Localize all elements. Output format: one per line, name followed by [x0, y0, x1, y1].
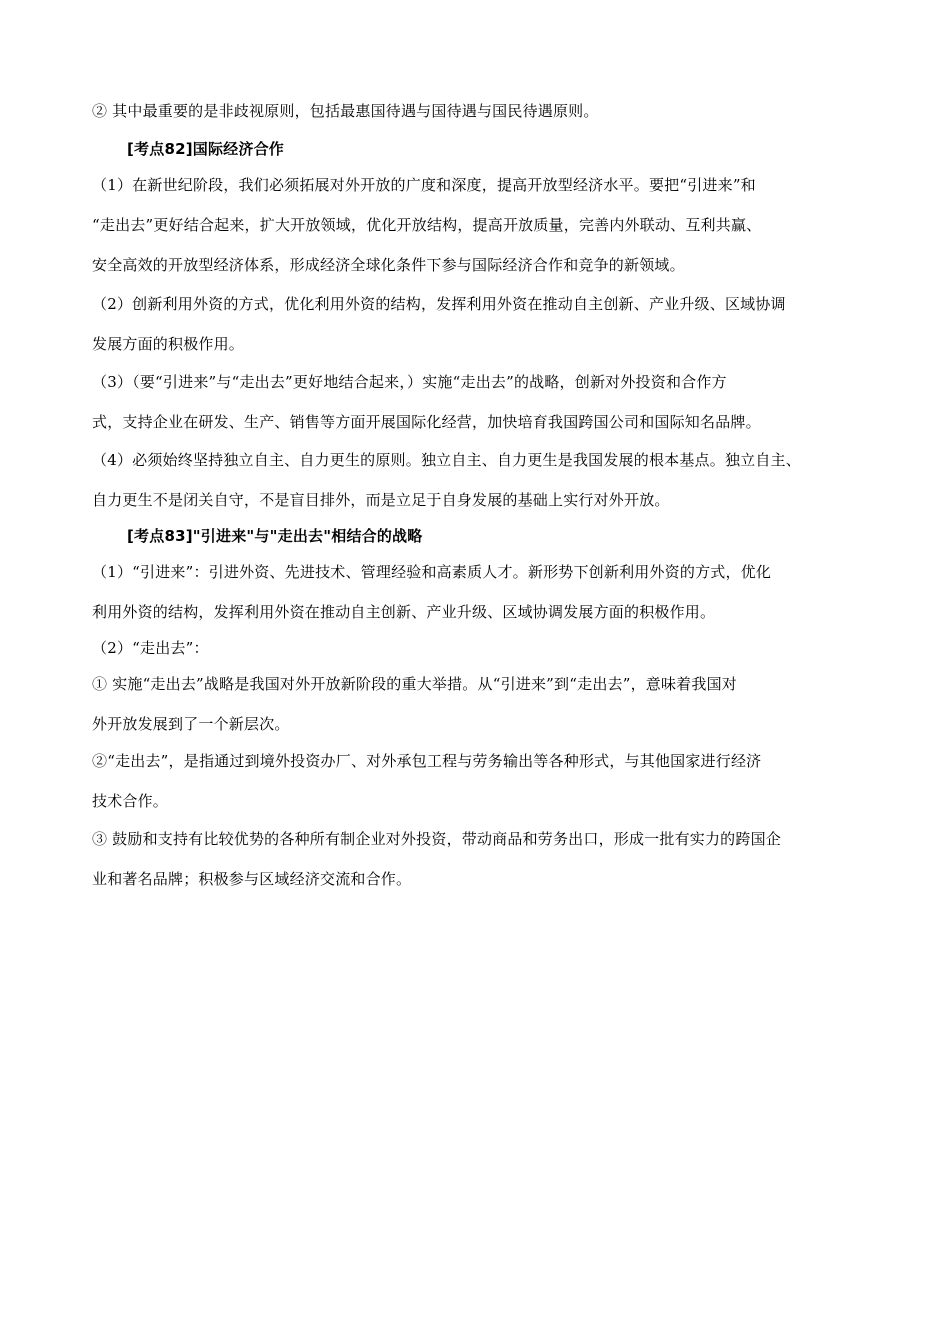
paragraph-line: （1）“引进来”：引进外资、先进技术、管理经验和高素质人才。新形势下创新利用外资的方式，优化	[92, 563, 772, 581]
paragraph-line: （2）“走出去”：	[92, 639, 209, 657]
paragraph-line: 安全高效的开放型经济体系，形成经济全球化条件下参与国际经济合作和竞争的新领域。	[92, 256, 685, 274]
principle-line: ② 其中最重要的是非歧视原则，包括最惠国待遇与国待遇与国民待遇原则。	[92, 102, 599, 120]
paragraph-line: 利用外资的结构，发挥利用外资在推动自主创新、产业升级、区域协调发展方面的积极作用。	[92, 603, 716, 621]
paragraph-line: （1）在新世纪阶段，我们必须拓展对外开放的广度和深度，提高开放型经济水平。要把“引进来”和	[92, 176, 756, 194]
paragraph-line: （2）创新利用外资的方式，优化利用外资的结构，发挥利用外资在推动自主创新、产业升级、区域协调	[92, 295, 786, 313]
paragraph-line: 外开放发展到了一个新层次。	[92, 715, 290, 733]
paragraph-line: 发展方面的积极作用。	[92, 335, 245, 353]
section-heading-82: [考点82]国际经济合作	[127, 140, 284, 158]
paragraph-line: （3）（要“引进来”与“走出去”更好地结合起来，）实施“走出去”的战略，创新对外投资和合作方	[92, 373, 727, 391]
paragraph-line: ① 实施“走出去”战略是我国对外开放新阶段的重大举措。从“引进来”到“走出去”，意味着我国对	[92, 675, 737, 693]
section-heading-83: [考点83]"引进来"与"走出去"相结合的战略	[127, 527, 423, 545]
paragraph-line: 式，支持企业在研发、生产、销售等方面开展国际化经营，加快培育我国跨国公司和国际知名品牌。	[92, 413, 761, 431]
paragraph-line: 自力更生不是闭关自守，不是盲目排外，而是立足于自身发展的基础上实行对外开放。	[92, 491, 670, 509]
paragraph-line: （4）必须始终坚持独立自主、自力更生的原则。独立自主、自力更生是我国发展的根本基点。独立自主、	[92, 451, 801, 469]
paragraph-line: “走出去”更好结合起来，扩大开放领域，优化开放结构，提高开放质量，完善内外联动、互利共赢、	[92, 216, 762, 234]
paragraph-line: ③ 鼓励和支持有比较优势的各种所有制企业对外投资，带动商品和劳务出口，形成一批有实力的跨国企	[92, 830, 781, 848]
paragraph-line: ②“走出去”，是指通过到境外投资办厂、对外承包工程与劳务输出等各种形式，与其他国家进行经济	[92, 752, 762, 770]
paragraph-line: 技术合作。	[92, 792, 169, 810]
paragraph-line: 业和著名品牌；积极参与区域经济交流和合作。	[92, 870, 412, 888]
